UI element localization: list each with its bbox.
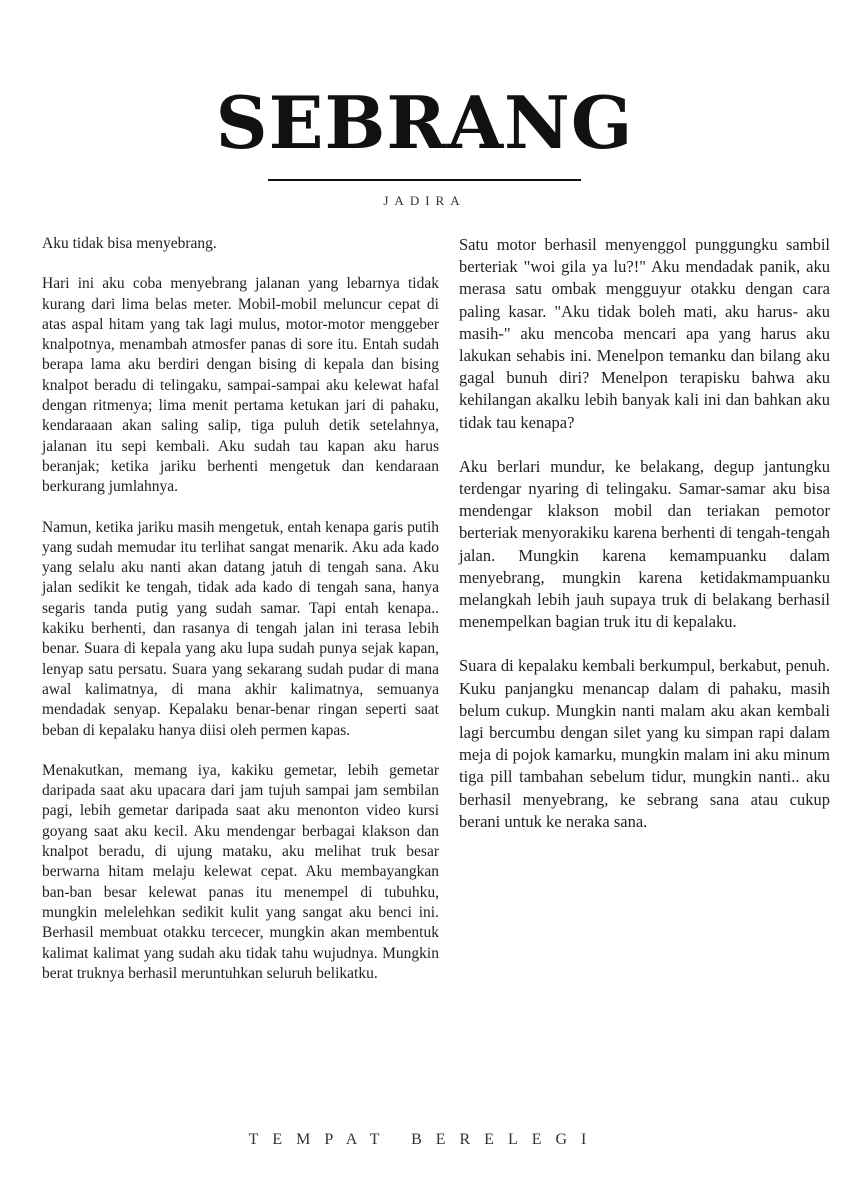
paragraph: Namun, ketika jariku masih mengetuk, entah kenapa garis putih yang sudah memudar itu terlihat sangat menarik. Aku ada kado yang selalu aku nanti akan datang jatuh di tengah sana. Aku jalan sedikit ke tengah, tidak ada kado di tengah sana, hanya segaris tanda putig yang sudah samar. Tapi entah kenapa.. kakiku berhenti, dan rasanya di tengah jalan ini terasa lebih benar. Suara di kepala yang aku lupa sudah punya sejak kapan, lenyap satu persatu. Suara yang sekarang sudah pudar di mana awal kalimatnya, di mana akhir kalimatnya, semuanya mendadak senyap. Kepalaku benar-benar ringan seperti saat beban di kepalaku hanya diisi oleh permen kapas. — [42, 518, 439, 739]
author-name: JADIRA — [383, 193, 466, 208]
paragraph: Aku berlari mundur, ke belakang, degup jantungku terdengar nyaring di telingaku. Samar-samar aku bisa mendengar klakson mobil dan teriakan pemotor berteriak menyorakiku karena berhenti di tengah-tengah jalan. Mungkin karena kemampuanku dalam menyebrang, mungkin karena ketidakmampuanku melangkah lebih jauh supaya truk di belakang berhasil menempelkan bagian truk itu di kepalaku. — [459, 456, 830, 632]
paragraph: Hari ini aku coba menyebrang jalanan yang lebarnya tidak kurang dari lima belas meter. Mobil-mobil meluncur cepat di atas aspal hitam yang tak lagi mulus, motor-motor menggeber knalpotnya, menambah atmosfer panas di sore itu. Entah sudah berapa lama aku berdiri dengan bising di kepala dan bising knalpot beradu di telingaku, sampai-sampai aku kelewat hafal dengan ritmenya; lima menit pertama ketukan jari di pahaku, kendaraaan akan saling salip, tiga puluh detik setelahnya, jalanan itu sepi kembali. Aku sudah tau kapan aku harus beranjak; ketika jariku berhenti mengetuk dan kendaraan berkurang jumlahnya. — [42, 275, 439, 496]
paragraph: Satu motor berhasil menyenggol punggungku sambil berteriak "woi gila ya lu?!" Aku mendadak panik, aku merasa satu ombak mengguyur otakku dengan cara paling kasar. "Aku tidak boleh mati, aku harus- aku masih-" aku mencoba mencari apa yang harus aku lakukan sehabis ini. Menelpon temanku dan bilang aku gagal bunuh diri? Menelpon terapisku bahwa aku kehilangan akalku lebih banyak kali ini dan bahkan aku tidak tau kenapa? — [459, 235, 830, 432]
footer-brand: TEMPAT BERELEGI — [248, 1131, 601, 1148]
right-column — [459, 234, 830, 855]
page-title: SEBRANG — [215, 80, 634, 165]
paragraph: Suara di kepalaku kembali berkumpul, berkabut, penuh. Kuku panjangku menancap dalam di pahaku, masih belum cukup. Mungkin nanti malam aku akan kembali lagi bercumbu dengan silet yang ku simpan rapi dalam meja di pojok kamarku, mungkin malam ini aku minum tiga pill tambahan sebelum tidur, mungkin nanti.. aku berhasil menyebrang, ke sebrang sana atau cukup berani untuk ke neraka sana. — [459, 656, 830, 831]
left-column — [42, 234, 439, 1004]
title-divider — [268, 179, 581, 181]
paragraph: Menakutkan, memang iya, kakiku gemetar, lebih gemetar daripada saat aku upacara dari jam tujuh sampai jam sembilan pagi, lebih gemetar daripada saat aku menonton video kursi goyang saat aku kecil. Aku mendengar berbagai klakson dan knalpot beradu, di ujung mataku, aku melihat truk besar berwarna hitam melaju kelewat cepat. Aku membayangkan ban-ban besar kelewat panas itu menempel di tubuhku, mungkin melelehkan sedikit kulit yang sangat aku benci ini. Berhasil membuat otakku tercecer, mungkin akan membentuk kalimat kalimat yang sudah aku tidak tahu wujudnya. Mungkin berat truknya berhasil meruntuhkan seluruh belikatku. — [42, 761, 439, 982]
paragraph: Aku tidak bisa menyebrang. — [42, 235, 217, 252]
